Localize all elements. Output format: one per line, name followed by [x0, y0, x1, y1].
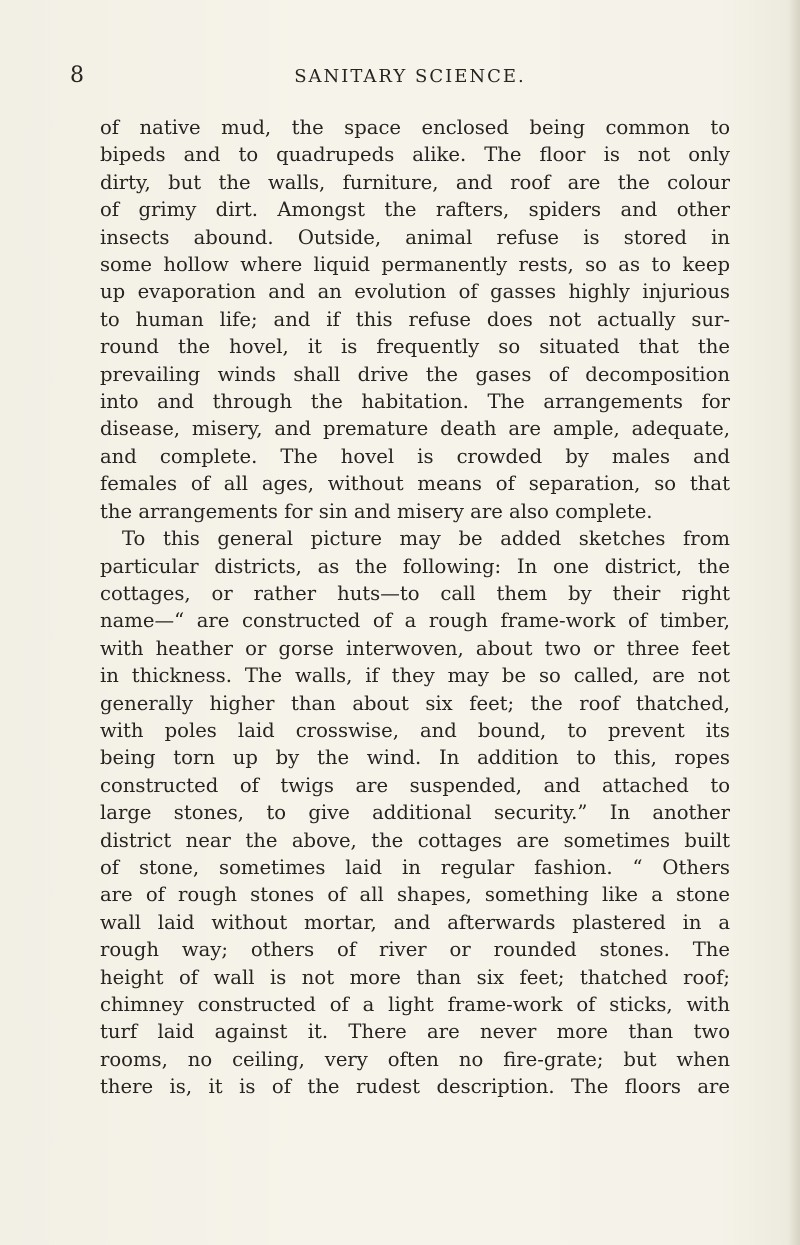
text-line: females of all ages, without means of separation, so that — [100, 472, 730, 496]
text-line: into and through the habitation. The arrangements for — [100, 390, 730, 414]
text-line: in thickness. The walls, if they may be so called, are not — [100, 664, 730, 688]
text-line: particular districts, as the following: In one district, the — [100, 554, 730, 578]
text-line: of stone, sometimes laid in regular fashion. “ Others — [100, 855, 730, 879]
text-line: district near the above, the cottages are sometimes built — [100, 828, 730, 852]
text-line: of native mud, the space enclosed being common to — [100, 116, 730, 139]
text-line: dirty, but the walls, furniture, and roof are the colour — [100, 170, 730, 194]
text-line: rooms, no ceiling, very often no fire-grate; but when — [100, 1047, 730, 1071]
text-line: to human life; and if this refuse does not actually sur- — [100, 307, 730, 331]
text-line: chimney constructed of a light frame-work of sticks, with — [100, 993, 730, 1016]
text-line: being torn up by the wind. In addition to this, ropes — [100, 746, 730, 770]
text-line: To this general picture may be added sketches from — [122, 527, 730, 551]
text-line: constructed of twigs are suspended, and attached to — [100, 773, 730, 797]
page-number: 8 — [70, 63, 84, 88]
text-line: up evaporation and an evolution of gasses highly injurious — [100, 280, 730, 304]
text-line: wall laid without mortar, and afterwards plastered in a — [100, 910, 730, 934]
text-line: and complete. The hovel is crowded by males and — [100, 444, 730, 468]
text-line: round the hovel, it is frequently so situated that the — [100, 335, 730, 359]
text-line: with heather or gorse interwoven, about two or three feet — [100, 636, 730, 660]
text-line: disease, misery, and premature death are ample, adequate, — [100, 417, 730, 441]
text-line: of grimy dirt. Amongst the rafters, spiders and other — [100, 198, 730, 222]
page-edge-shadow — [788, 0, 800, 1245]
text-line: there is, it is of the rudest description. The floors are — [100, 1075, 730, 1099]
text-line: the arrangements for sin and misery are also complete. — [100, 499, 653, 523]
text-line: some hollow where liquid permanently rests, so as to keep — [100, 253, 730, 277]
text-line: generally higher than about six feet; the roof thatched, — [100, 691, 730, 715]
text-line: rough way; others of river or rounded stones. The — [100, 938, 730, 962]
text-line: turf laid against it. There are never more than two — [100, 1020, 730, 1044]
text-line: prevailing winds shall drive the gases of decomposition — [100, 362, 730, 386]
text-line: are of rough stones of all shapes, something like a stone — [100, 883, 730, 907]
body-text — [100, 114, 730, 1101]
text-line: cottages, or rather huts—to call them by their right — [100, 581, 730, 605]
text-line: name—“ are constructed of a rough frame-work of timber, — [100, 609, 730, 633]
text-line: large stones, to give additional security.” In another — [100, 801, 730, 825]
page-header — [70, 62, 750, 90]
text-line: bipeds and to quadrupeds alike. The floor is not only — [100, 143, 730, 167]
text-line: with poles laid crosswise, and bound, to prevent its — [100, 718, 730, 742]
text-line: height of wall is not more than six feet; thatched roof; — [100, 965, 730, 989]
running-head: SANITARY SCIENCE. — [294, 66, 526, 87]
text-line: insects abound. Outside, animal refuse is stored in — [100, 225, 730, 249]
